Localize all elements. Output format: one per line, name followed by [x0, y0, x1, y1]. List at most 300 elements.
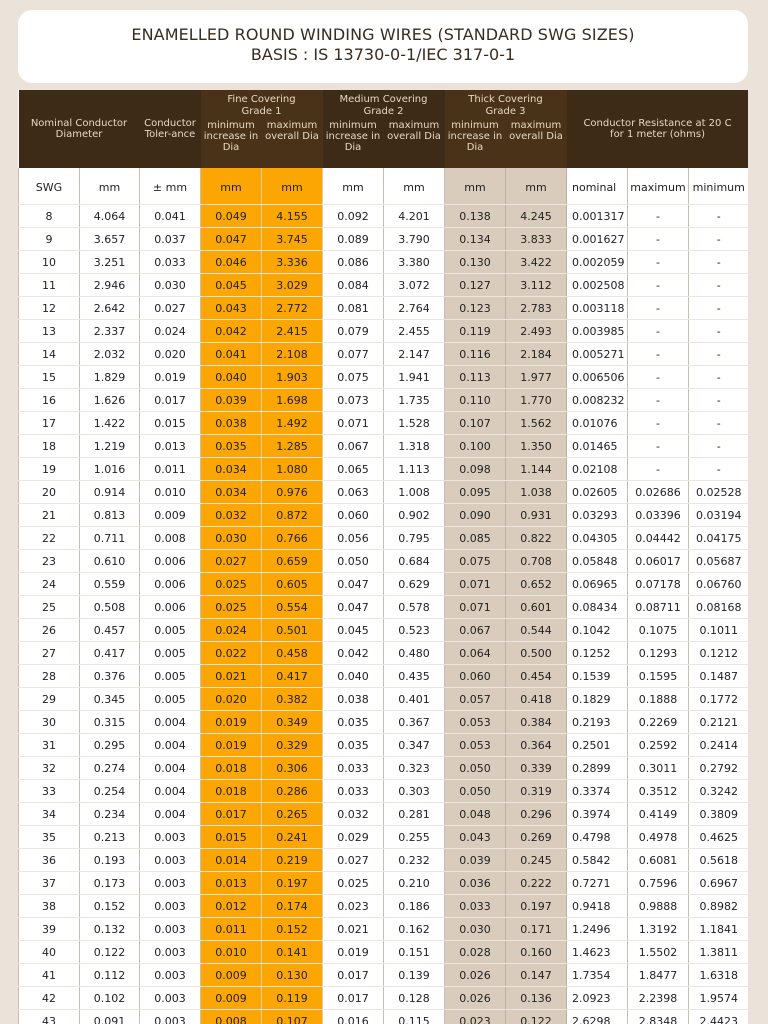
cell-tolerance: 0.013 [140, 435, 201, 458]
unit-medium-min: mm [323, 168, 384, 205]
cell-res-nominal: 0.1252 [567, 642, 628, 665]
cell-thick-max: 0.364 [506, 734, 567, 757]
cell-medium-min: 0.017 [323, 987, 384, 1010]
cell-medium-min: 0.065 [323, 458, 384, 481]
cell-fine-min: 0.032 [201, 504, 262, 527]
cell-fine-min: 0.008 [201, 1010, 262, 1024]
cell-res-minimum: - [689, 251, 749, 274]
cell-thick-max: 0.147 [506, 964, 567, 987]
cell-diameter: 0.132 [80, 918, 140, 941]
cell-medium-min: 0.079 [323, 320, 384, 343]
cell-fine-min: 0.041 [201, 343, 262, 366]
cell-medium-min: 0.056 [323, 527, 384, 550]
cell-fine-min: 0.013 [201, 872, 262, 895]
cell-res-maximum: - [628, 412, 689, 435]
table-row [19, 964, 749, 987]
cell-tolerance: 0.011 [140, 458, 201, 481]
cell-res-nominal: 0.3374 [567, 780, 628, 803]
cell-res-maximum: 0.6081 [628, 849, 689, 872]
cell-res-minimum: 0.8982 [689, 895, 749, 918]
table-row [19, 527, 749, 550]
cell-medium-max: 1.008 [384, 481, 445, 504]
cell-medium-max: 0.151 [384, 941, 445, 964]
unit-thick-min: mm [445, 168, 506, 205]
table-row [19, 619, 749, 642]
table-row [19, 550, 749, 573]
cell-thick-min: 0.071 [445, 596, 506, 619]
cell-diameter: 2.032 [80, 343, 140, 366]
cell-res-nominal: 0.003985 [567, 320, 628, 343]
header-medium-min: minimum increase in Dia [323, 118, 384, 168]
cell-medium-max: 1.735 [384, 389, 445, 412]
table-row [19, 872, 749, 895]
cell-res-maximum: - [628, 366, 689, 389]
cell-thick-max: 0.296 [506, 803, 567, 826]
cell-medium-max: 0.523 [384, 619, 445, 642]
unit-res-minimum: minimum [689, 168, 749, 205]
cell-swg: 12 [19, 297, 80, 320]
cell-thick-min: 0.050 [445, 757, 506, 780]
cell-medium-max: 1.113 [384, 458, 445, 481]
cell-res-minimum: 0.1487 [689, 665, 749, 688]
cell-medium-max: 0.629 [384, 573, 445, 596]
cell-medium-min: 0.073 [323, 389, 384, 412]
cell-thick-max: 3.112 [506, 274, 567, 297]
cell-thick-max: 0.136 [506, 987, 567, 1010]
cell-diameter: 0.914 [80, 481, 140, 504]
cell-res-nominal: 0.008232 [567, 389, 628, 412]
table-row [19, 803, 749, 826]
cell-res-maximum: 1.8477 [628, 964, 689, 987]
cell-fine-min: 0.034 [201, 458, 262, 481]
cell-thick-min: 0.050 [445, 780, 506, 803]
cell-res-maximum: 0.7596 [628, 872, 689, 895]
cell-fine-max: 0.349 [262, 711, 323, 734]
cell-medium-max: 1.941 [384, 366, 445, 389]
cell-fine-max: 2.415 [262, 320, 323, 343]
cell-diameter: 1.016 [80, 458, 140, 481]
cell-diameter: 0.234 [80, 803, 140, 826]
cell-res-maximum: 0.1888 [628, 688, 689, 711]
cell-medium-min: 0.092 [323, 205, 384, 228]
cell-medium-max: 0.902 [384, 504, 445, 527]
cell-thick-max: 0.171 [506, 918, 567, 941]
header-fine-max: maximum overall Dia [262, 118, 323, 168]
cell-fine-min: 0.034 [201, 481, 262, 504]
cell-res-minimum: 1.9574 [689, 987, 749, 1010]
cell-medium-max: 0.115 [384, 1010, 445, 1024]
cell-diameter: 0.315 [80, 711, 140, 734]
cell-tolerance: 0.003 [140, 987, 201, 1010]
cell-medium-max: 2.147 [384, 343, 445, 366]
header-thick-max: maximum overall Dia [506, 118, 567, 168]
units-row [19, 168, 749, 205]
cell-thick-max: 1.770 [506, 389, 567, 412]
cell-tolerance: 0.041 [140, 205, 201, 228]
cell-thick-max: 1.977 [506, 366, 567, 389]
cell-fine-min: 0.019 [201, 734, 262, 757]
cell-res-minimum: - [689, 435, 749, 458]
cell-thick-min: 0.075 [445, 550, 506, 573]
unit-thick-max: mm [506, 168, 567, 205]
cell-thick-max: 0.601 [506, 596, 567, 619]
cell-medium-min: 0.016 [323, 1010, 384, 1024]
cell-fine-max: 0.976 [262, 481, 323, 504]
cell-medium-min: 0.060 [323, 504, 384, 527]
cell-thick-min: 0.026 [445, 987, 506, 1010]
cell-res-maximum: 0.02686 [628, 481, 689, 504]
table-row [19, 251, 749, 274]
cell-res-maximum: - [628, 435, 689, 458]
cell-fine-max: 0.265 [262, 803, 323, 826]
cell-fine-max: 0.141 [262, 941, 323, 964]
cell-fine-max: 0.417 [262, 665, 323, 688]
cell-res-maximum: 0.1595 [628, 665, 689, 688]
table-row [19, 918, 749, 941]
table-row [19, 412, 749, 435]
cell-medium-min: 0.045 [323, 619, 384, 642]
cell-res-nominal: 0.04305 [567, 527, 628, 550]
cell-res-maximum: 0.2592 [628, 734, 689, 757]
table-row [19, 228, 749, 251]
cell-medium-min: 0.035 [323, 711, 384, 734]
cell-thick-max: 1.038 [506, 481, 567, 504]
unit-diameter: mm [80, 168, 140, 205]
cell-fine-min: 0.047 [201, 228, 262, 251]
cell-swg: 19 [19, 458, 80, 481]
cell-res-nominal: 0.001627 [567, 228, 628, 251]
cell-res-maximum: - [628, 274, 689, 297]
cell-fine-max: 0.219 [262, 849, 323, 872]
cell-swg: 25 [19, 596, 80, 619]
unit-fine-min: mm [201, 168, 262, 205]
cell-diameter: 0.559 [80, 573, 140, 596]
cell-tolerance: 0.009 [140, 504, 201, 527]
cell-tolerance: 0.005 [140, 688, 201, 711]
cell-fine-max: 0.174 [262, 895, 323, 918]
cell-thick-min: 0.138 [445, 205, 506, 228]
cell-res-maximum: 0.4978 [628, 826, 689, 849]
cell-res-nominal: 0.005271 [567, 343, 628, 366]
cell-thick-min: 0.053 [445, 734, 506, 757]
cell-res-nominal: 0.5842 [567, 849, 628, 872]
header-medium-max: maximum overall Dia [384, 118, 445, 168]
cell-res-nominal: 0.001317 [567, 205, 628, 228]
cell-res-maximum: 0.07178 [628, 573, 689, 596]
cell-diameter: 0.610 [80, 550, 140, 573]
cell-fine-max: 0.605 [262, 573, 323, 596]
cell-medium-max: 3.072 [384, 274, 445, 297]
cell-tolerance: 0.004 [140, 803, 201, 826]
header-thick: Thick Covering Grade 3 [445, 90, 567, 118]
cell-res-nominal: 0.02108 [567, 458, 628, 481]
cell-fine-min: 0.027 [201, 550, 262, 573]
cell-res-minimum: - [689, 320, 749, 343]
cell-thick-min: 0.039 [445, 849, 506, 872]
cell-thick-min: 0.071 [445, 573, 506, 596]
cell-fine-min: 0.043 [201, 297, 262, 320]
table-row [19, 1010, 749, 1024]
cell-thick-min: 0.130 [445, 251, 506, 274]
cell-res-nominal: 0.003118 [567, 297, 628, 320]
cell-res-minimum: 0.02528 [689, 481, 749, 504]
cell-medium-max: 4.201 [384, 205, 445, 228]
table-body [19, 168, 749, 1024]
cell-diameter: 3.657 [80, 228, 140, 251]
cell-thick-min: 0.127 [445, 274, 506, 297]
cell-thick-min: 0.119 [445, 320, 506, 343]
cell-fine-max: 0.241 [262, 826, 323, 849]
cell-res-minimum: 0.04175 [689, 527, 749, 550]
table-row [19, 780, 749, 803]
cell-fine-max: 0.152 [262, 918, 323, 941]
cell-swg: 17 [19, 412, 80, 435]
cell-res-nominal: 0.1042 [567, 619, 628, 642]
cell-tolerance: 0.003 [140, 918, 201, 941]
cell-tolerance: 0.019 [140, 366, 201, 389]
cell-swg: 14 [19, 343, 80, 366]
cell-res-minimum: 0.5618 [689, 849, 749, 872]
cell-tolerance: 0.027 [140, 297, 201, 320]
cell-swg: 33 [19, 780, 80, 803]
table-row [19, 826, 749, 849]
cell-diameter: 0.122 [80, 941, 140, 964]
cell-res-minimum: 0.03194 [689, 504, 749, 527]
cell-medium-min: 0.029 [323, 826, 384, 849]
cell-res-minimum: 1.3811 [689, 941, 749, 964]
cell-thick-max: 0.339 [506, 757, 567, 780]
cell-fine-max: 0.286 [262, 780, 323, 803]
cell-tolerance: 0.003 [140, 872, 201, 895]
cell-diameter: 0.457 [80, 619, 140, 642]
cell-thick-min: 0.090 [445, 504, 506, 527]
cell-medium-min: 0.063 [323, 481, 384, 504]
cell-res-nominal: 1.4623 [567, 941, 628, 964]
unit-medium-max: mm [384, 168, 445, 205]
cell-thick-max: 0.319 [506, 780, 567, 803]
unit-fine-max: mm [262, 168, 323, 205]
cell-swg: 38 [19, 895, 80, 918]
cell-medium-max: 2.455 [384, 320, 445, 343]
cell-fine-min: 0.021 [201, 665, 262, 688]
cell-fine-min: 0.030 [201, 527, 262, 550]
cell-medium-max: 3.380 [384, 251, 445, 274]
cell-swg: 20 [19, 481, 80, 504]
cell-swg: 39 [19, 918, 80, 941]
cell-res-minimum: 1.1841 [689, 918, 749, 941]
cell-res-maximum: 0.1293 [628, 642, 689, 665]
cell-thick-max: 0.245 [506, 849, 567, 872]
cell-fine-max: 1.903 [262, 366, 323, 389]
cell-thick-min: 0.098 [445, 458, 506, 481]
cell-diameter: 3.251 [80, 251, 140, 274]
cell-medium-max: 1.528 [384, 412, 445, 435]
cell-thick-min: 0.060 [445, 665, 506, 688]
cell-diameter: 0.711 [80, 527, 140, 550]
table-row [19, 320, 749, 343]
cell-fine-max: 0.501 [262, 619, 323, 642]
cell-thick-min: 0.028 [445, 941, 506, 964]
cell-medium-max: 0.128 [384, 987, 445, 1010]
cell-tolerance: 0.005 [140, 642, 201, 665]
wire-table [18, 90, 748, 1024]
cell-res-maximum: 1.3192 [628, 918, 689, 941]
cell-tolerance: 0.017 [140, 389, 201, 412]
cell-medium-max: 0.578 [384, 596, 445, 619]
cell-res-maximum: 0.03396 [628, 504, 689, 527]
cell-res-maximum: 2.2398 [628, 987, 689, 1010]
cell-medium-min: 0.023 [323, 895, 384, 918]
cell-swg: 16 [19, 389, 80, 412]
cell-swg: 29 [19, 688, 80, 711]
cell-diameter: 0.295 [80, 734, 140, 757]
cell-res-minimum: 0.1011 [689, 619, 749, 642]
cell-thick-min: 0.033 [445, 895, 506, 918]
cell-fine-min: 0.010 [201, 941, 262, 964]
cell-fine-max: 0.766 [262, 527, 323, 550]
header-fine: Fine Covering Grade 1 [201, 90, 323, 118]
cell-thick-min: 0.085 [445, 527, 506, 550]
cell-res-nominal: 0.002508 [567, 274, 628, 297]
cell-tolerance: 0.005 [140, 619, 201, 642]
cell-fine-max: 2.108 [262, 343, 323, 366]
cell-res-minimum: 0.6967 [689, 872, 749, 895]
table-row [19, 435, 749, 458]
cell-diameter: 0.417 [80, 642, 140, 665]
cell-medium-max: 0.684 [384, 550, 445, 573]
cell-swg: 27 [19, 642, 80, 665]
cell-tolerance: 0.006 [140, 550, 201, 573]
cell-fine-min: 0.035 [201, 435, 262, 458]
cell-fine-min: 0.011 [201, 918, 262, 941]
cell-thick-min: 0.048 [445, 803, 506, 826]
cell-res-minimum: - [689, 205, 749, 228]
table-row [19, 573, 749, 596]
cell-swg: 24 [19, 573, 80, 596]
cell-tolerance: 0.030 [140, 274, 201, 297]
cell-tolerance: 0.004 [140, 757, 201, 780]
cell-tolerance: 0.004 [140, 734, 201, 757]
cell-res-nominal: 0.01076 [567, 412, 628, 435]
cell-tolerance: 0.003 [140, 941, 201, 964]
cell-diameter: 0.376 [80, 665, 140, 688]
cell-res-minimum: - [689, 458, 749, 481]
cell-res-nominal: 0.2899 [567, 757, 628, 780]
cell-thick-max: 0.269 [506, 826, 567, 849]
cell-medium-min: 0.021 [323, 918, 384, 941]
cell-res-nominal: 0.006506 [567, 366, 628, 389]
cell-medium-min: 0.084 [323, 274, 384, 297]
cell-medium-min: 0.081 [323, 297, 384, 320]
cell-fine-max: 1.080 [262, 458, 323, 481]
header-medium: Medium Covering Grade 2 [323, 90, 445, 118]
header-nominal-diameter: Nominal Conductor Diameter [19, 90, 140, 168]
cell-thick-max: 0.454 [506, 665, 567, 688]
unit-res-maximum: maximum [628, 168, 689, 205]
cell-fine-max: 0.130 [262, 964, 323, 987]
cell-thick-max: 1.144 [506, 458, 567, 481]
cell-diameter: 0.112 [80, 964, 140, 987]
cell-thick-max: 0.931 [506, 504, 567, 527]
cell-medium-max: 0.162 [384, 918, 445, 941]
cell-thick-max: 0.500 [506, 642, 567, 665]
cell-fine-max: 1.285 [262, 435, 323, 458]
cell-diameter: 2.337 [80, 320, 140, 343]
cell-res-minimum: 0.2121 [689, 711, 749, 734]
cell-fine-max: 0.119 [262, 987, 323, 1010]
cell-thick-min: 0.064 [445, 642, 506, 665]
header-tolerance: Conductor Toler-ance [140, 90, 201, 168]
cell-thick-max: 0.122 [506, 1010, 567, 1024]
cell-fine-max: 1.698 [262, 389, 323, 412]
cell-swg: 36 [19, 849, 80, 872]
cell-tolerance: 0.004 [140, 711, 201, 734]
cell-res-minimum: 0.08168 [689, 596, 749, 619]
cell-swg: 41 [19, 964, 80, 987]
cell-res-maximum: 0.4149 [628, 803, 689, 826]
cell-fine-max: 1.492 [262, 412, 323, 435]
cell-res-minimum: 0.4625 [689, 826, 749, 849]
cell-res-minimum: 0.1772 [689, 688, 749, 711]
cell-diameter: 1.829 [80, 366, 140, 389]
cell-swg: 37 [19, 872, 80, 895]
cell-medium-min: 0.047 [323, 573, 384, 596]
cell-fine-min: 0.039 [201, 389, 262, 412]
cell-fine-max: 0.329 [262, 734, 323, 757]
cell-medium-min: 0.032 [323, 803, 384, 826]
cell-medium-max: 0.435 [384, 665, 445, 688]
cell-res-minimum: 0.05687 [689, 550, 749, 573]
cell-res-minimum: 0.3242 [689, 780, 749, 803]
table-row [19, 343, 749, 366]
cell-medium-min: 0.047 [323, 596, 384, 619]
cell-res-nominal: 2.0923 [567, 987, 628, 1010]
cell-tolerance: 0.003 [140, 826, 201, 849]
cell-thick-max: 0.384 [506, 711, 567, 734]
cell-res-maximum: 0.06017 [628, 550, 689, 573]
cell-res-maximum: 0.9888 [628, 895, 689, 918]
cell-fine-max: 0.659 [262, 550, 323, 573]
cell-swg: 31 [19, 734, 80, 757]
cell-medium-max: 0.210 [384, 872, 445, 895]
cell-res-maximum: 1.5502 [628, 941, 689, 964]
cell-res-minimum: - [689, 297, 749, 320]
cell-thick-min: 0.095 [445, 481, 506, 504]
cell-medium-min: 0.033 [323, 757, 384, 780]
cell-fine-max: 0.872 [262, 504, 323, 527]
cell-res-nominal: 0.3974 [567, 803, 628, 826]
cell-medium-min: 0.071 [323, 412, 384, 435]
cell-thick-max: 0.544 [506, 619, 567, 642]
cell-res-nominal: 0.06965 [567, 573, 628, 596]
title-line-1: ENAMELLED ROUND WINDING WIRES (STANDARD SWG SIZES) [131, 25, 635, 44]
cell-swg: 28 [19, 665, 80, 688]
cell-medium-max: 0.795 [384, 527, 445, 550]
cell-res-nominal: 2.6298 [567, 1010, 628, 1024]
cell-swg: 30 [19, 711, 80, 734]
cell-swg: 15 [19, 366, 80, 389]
cell-thick-min: 0.043 [445, 826, 506, 849]
cell-thick-max: 1.350 [506, 435, 567, 458]
title-line-2: BASIS : IS 13730-0-1/IEC 317-0-1 [250, 45, 516, 64]
cell-fine-min: 0.009 [201, 964, 262, 987]
cell-swg: 21 [19, 504, 80, 527]
cell-tolerance: 0.005 [140, 665, 201, 688]
cell-fine-min: 0.042 [201, 320, 262, 343]
cell-diameter: 0.152 [80, 895, 140, 918]
table-row [19, 734, 749, 757]
table-row [19, 895, 749, 918]
